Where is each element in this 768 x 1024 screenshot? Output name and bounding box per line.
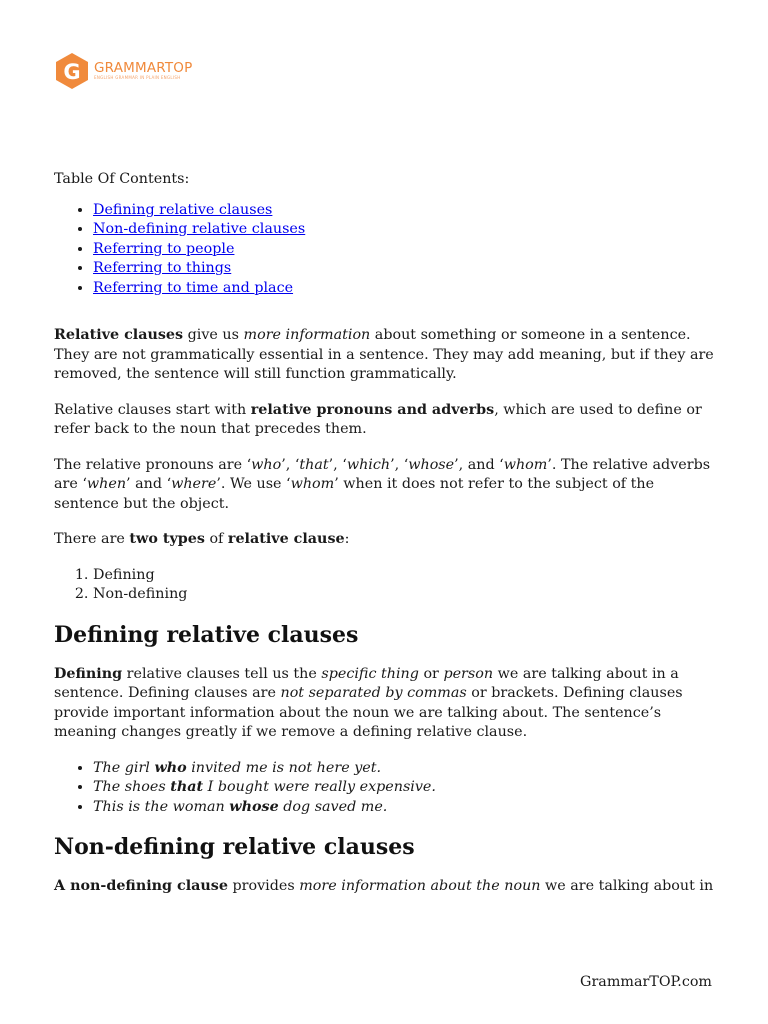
toc-list: [54, 201, 718, 299]
toc-title: Table Of Contents:: [54, 171, 190, 187]
defining-examples-list: [54, 759, 718, 818]
example-item: • The girl who invited me is not here yet.: [93, 759, 718, 779]
pronouns-intro-paragraph: Relative clauses start with relative pronouns and adverbs, which are used to define or refer back to the noun that precedes them.: [54, 401, 702, 437]
toc-item: [93, 201, 718, 221]
pronouns-list-paragraph: The relative pronouns are ‘who’, ‘that’, ‘which’, ‘whose’, and ‘whom’. The relative adverbs are ‘when’ and ‘where’. We use ‘whom’ when it does not refer to the subject of the sentence but the object.: [54, 456, 711, 512]
article-body: [54, 170, 718, 913]
defining-paragraph: Defining relative clauses tell us the specific thing or person we are talking about in a sentence. Defining clauses are not separated by commas or brackets. Defining clauses provide important information about the noun we are talking about. The sentence’s meaning changes greatly if we remove a defining relative clause.: [54, 665, 683, 740]
types-paragraph: There are two types of relative clause:: [54, 531, 350, 547]
logo-letter: G: [63, 60, 81, 84]
list-item: 1. Defining: [93, 566, 718, 586]
toc-link-non-defining[interactable]: Non-defining relative clauses: [93, 221, 306, 237]
toc-link-defining[interactable]: Defining relative clauses: [93, 201, 273, 218]
non-defining-paragraph: A non-defining clause provides more information about the noun we are talking about in: [54, 878, 714, 894]
list-item: 2. Non-defining: [93, 585, 718, 605]
example-item: • This is the woman whose dog saved me.: [93, 798, 718, 818]
footer-site-name: GrammarTOP.com: [580, 974, 712, 990]
section-heading-non-defining: Non-defining relative clauses: [54, 834, 415, 860]
clause-types-list: [54, 566, 718, 605]
section-heading-defining: Defining relative clauses: [54, 621, 359, 648]
grammartop-logo[interactable]: [54, 52, 192, 90]
logo-name: GRAMMARTOP: [94, 59, 193, 76]
example-item: • The shoes that I bought were really expensive.: [93, 778, 718, 798]
logo-tagline: ENGLISH GRAMMAR IN PLAIN ENGLISH: [94, 74, 181, 80]
logo-hexagon-icon: [54, 52, 90, 90]
toc-link-time-place[interactable]: Referring to time and place: [93, 279, 294, 296]
toc-item: [93, 259, 718, 279]
toc-link-things[interactable]: Referring to things: [93, 260, 232, 276]
logo-text: [94, 61, 192, 80]
toc-item: [93, 240, 718, 260]
toc-link-people[interactable]: Referring to people: [93, 240, 235, 257]
toc-item: [93, 279, 718, 299]
intro-paragraph: Relative clauses give us more information about something or someone in a sentence. They are not grammatically essential in a sentence. They may add meaning, but if they are removed, the sentence will still function grammatically.: [54, 327, 714, 382]
toc-item: [93, 220, 718, 240]
term-relative-clauses: Relative clauses: [54, 327, 184, 343]
